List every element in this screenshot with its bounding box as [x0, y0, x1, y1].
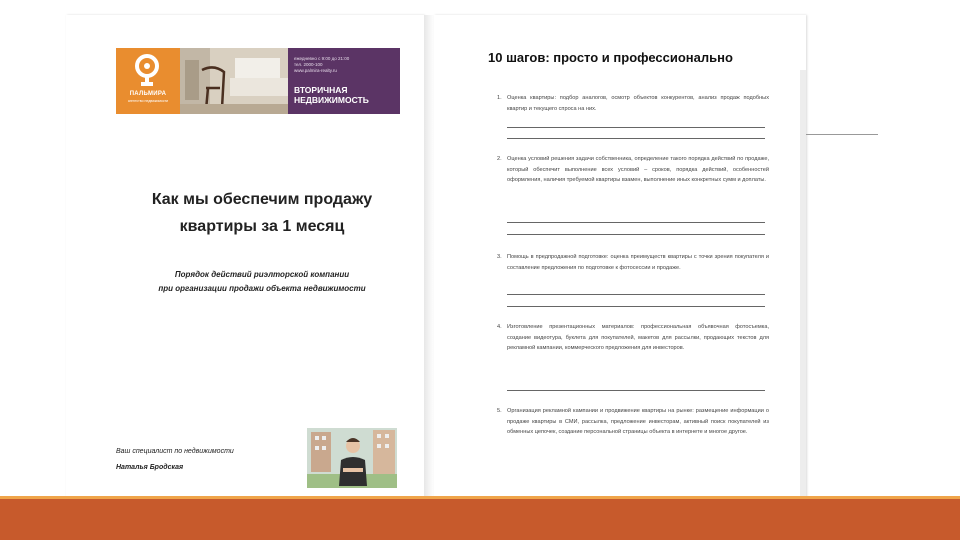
interior-photo — [180, 48, 288, 114]
palmira-logo-icon — [132, 54, 162, 88]
step-number: 5. — [497, 408, 502, 414]
step-item — [497, 252, 769, 273]
agent-photo-image — [307, 428, 397, 488]
steps-title: 10 шагов: просто и профессионально — [488, 50, 733, 65]
brand-name: ПАЛЬМИРА — [129, 91, 167, 97]
step-text: Изготовление презентационных материалов: профессиональная объявочная фотосъемка, создание видеотура, буклета для покупателей, макетов для рассылки, продающих текстов для рекламной кампании, коммерческого предложения для инвесторов. — [507, 324, 769, 352]
document-subtitle-line2: при организации продажи объекта недвижимости — [158, 284, 366, 293]
step-item — [497, 322, 769, 354]
secondary-realty-banner — [288, 48, 400, 114]
agent-photo — [307, 428, 397, 488]
step-number: 4. — [497, 324, 502, 330]
brand-subtitle: агентство недвижимости — [127, 99, 169, 103]
interior-photo-image — [180, 48, 288, 114]
signature-role: Ваш специалист по недвижимости — [116, 448, 234, 455]
banner-title — [294, 85, 369, 105]
write-in-line — [507, 138, 765, 139]
step-text: Оценка условий решения задачи собственника, определение такого порядка действий по продаже, который обеспечит выполнение всех условий – сроков, порядка действий, особенностей оформления, наличия требуемой квартиры взамен, выполнение иных конкретных сумм и доплаты. — [507, 156, 769, 184]
step-number: 1. — [497, 95, 502, 101]
write-in-line — [507, 390, 765, 391]
page-gutter — [424, 15, 434, 503]
write-in-line — [507, 234, 765, 235]
document-title — [118, 186, 406, 240]
decorative-line — [806, 134, 878, 135]
write-in-line — [507, 306, 765, 307]
step-number: 2. — [497, 156, 502, 162]
banner-line-site: www.palmira-realty.ru — [294, 68, 337, 73]
banner-line-hours: ежедневно с 9:00 до 21:00 — [294, 56, 350, 61]
step-item — [497, 154, 769, 186]
step-text: Оценка квартиры: подбор аналогов, осмотр объектов конкурентов, анализ продаж подобных квартир и текущего спроса на них. — [507, 95, 769, 112]
banner-title-line1: ВТОРИЧНАЯ — [294, 85, 348, 95]
banner-line-phone: тел. 2000-100 — [294, 62, 323, 67]
brand-logo — [116, 48, 180, 114]
signature-name: Наталья Бродская — [116, 464, 184, 471]
document-title-line2: квартиры за 1 месяц — [179, 218, 345, 235]
document-subtitle-line1: Порядок действий риэлторской компании — [174, 270, 350, 279]
step-text: Организация рекламной кампании и продвижение квартиры на рынке: размещение информации о продаже квартиры в СМИ, рассылка, предложение инвесторам, активный поиск покупателей из обменных цепочек, создание персональной страницы объекта в интернете и многое другое. — [507, 408, 769, 436]
document-title-line1: Как мы обеспечим продажу — [151, 191, 373, 208]
step-item — [497, 93, 769, 114]
footer-bar — [0, 499, 960, 540]
step-number: 3. — [497, 254, 502, 260]
write-in-line — [507, 127, 765, 128]
write-in-line — [507, 294, 765, 295]
write-in-line — [507, 222, 765, 223]
step-item — [497, 406, 769, 438]
banner-title-line2: НЕДВИЖИМОСТЬ — [294, 95, 369, 105]
step-text: Помощь в предпродажной подготовке: оценка преимуществ квартиры с точки зрения покупателя и составление предложения по подготовке к фотосессии и продаже. — [507, 254, 769, 271]
